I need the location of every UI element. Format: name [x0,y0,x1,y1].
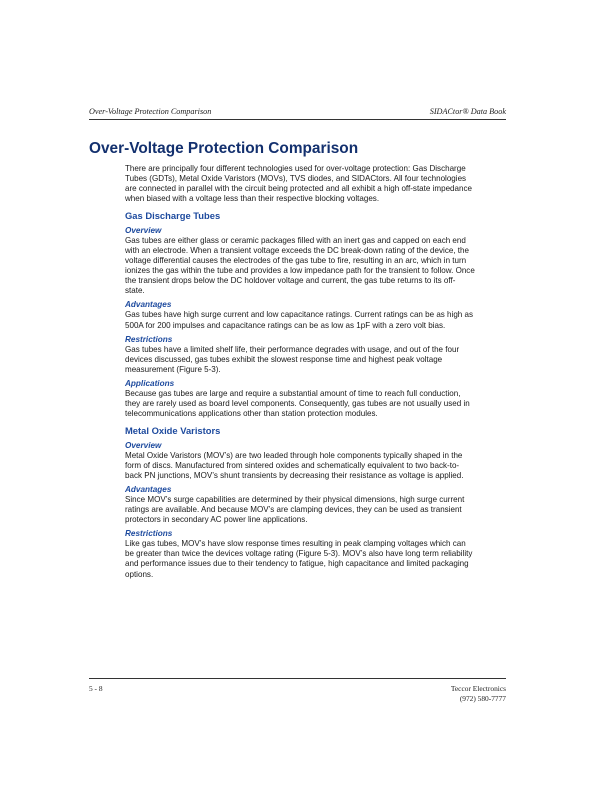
section-metal-oxide-varistors [125,425,475,579]
subsection-heading: Overview [125,440,162,450]
subsection-heading: Restrictions [125,334,173,344]
page-title: Over-Voltage Protection Comparison [89,140,359,157]
running-header [89,107,506,116]
header-rule [89,119,506,120]
section-heading: Metal Oxide Varistors [125,425,221,437]
subsection-text: Gas tubes have a limited shelf life, their performance degrades with usage, and out of the four devices discussed, gas tubes exhibit the slowest response time and highest peak voltage measurement (Figure 5-3). [125,344,460,374]
footer-contact [451,684,506,704]
subsection-text: Gas tubes have high surge current and low capacitance ratings. Current ratings can be as high as 500A for 200 impulses and capacitance ratings can be as low as 1pF with a zero volt bias. [125,310,474,330]
subsection-text: Since MOV’s surge capabilities are determined by their physical dimensions, high surge current ratings are available. And because MOV’s are clamping devices, they can be used as transient protectors in secondary AC power line applications. [125,494,465,525]
subsection-text: Like gas tubes, MOV’s have slow response times resulting in peak clamping voltages which can be greater than twice the devices voltage rating (Figure 5-3). MOV’s also have long term reliability and performance issues due to their tendency to fatigue, high capacitance and limited packaging options. [125,539,473,579]
subsection-text: Metal Oxide Varistors (MOV’s) are two leaded through hole components typically shaped in the form of discs. Manufactured from sintered oxides and schematically equivalent to two back-to-back PN junctions, MOV’s shunt transients by decreasing their resistance as voltage is applied. [125,450,464,480]
running-header-right: SIDACtor® Data Book [429,107,506,116]
intro-paragraph: There are principally four different technologies used for over-voltage protection: Gas Discharge Tubes (GDTs), Metal Oxide Varistors (MOVs), TVS diodes, and SIDACtors. All four technologies are connected in parallel with the circuit being protected and all exhibit a high off-state impedance when biased with a voltage less than their respective blocking voltages. [125,164,472,204]
subsection-text: Because gas tubes are large and require a substantial amount of time to reach full conduction, they are rarely used as board level components. Consequently, gas tubes are not usually used in telecommunications applications other than station protection modules. [125,388,470,419]
subsection-heading: Restrictions [125,529,173,539]
subsection-heading: Overview [125,225,162,235]
footer-phone: (972) 580-7777 [459,694,506,703]
subsection-heading: Advantages [125,300,172,310]
section-gas-discharge-tubes [125,210,475,419]
page-number: 5 - 8 [89,684,103,693]
subsection-text: Gas tubes are either glass or ceramic packages filled with an inert gas and capped on each end with an electrode. When a transient voltage exceeds the DC break-down rating of the device, the voltage differential causes the electrodes of the gas tube to fire, resulting in an arc, which in turn ionizes the gas within the tube and provides a low impedance path for the transient to follow. Once the transient drops below the DC holdover voltage and current, the gas tube returns to its off-state. [125,235,475,296]
running-header-left: Over-Voltage Protection Comparison [89,107,212,116]
footer-company: Teccor Electronics [450,684,506,693]
subsection-heading: Applications [125,378,175,388]
footer-rule [89,678,506,679]
section-heading: Gas Discharge Tubes [125,210,221,222]
page-body [125,164,475,580]
subsection-heading: Advantages [125,484,172,494]
